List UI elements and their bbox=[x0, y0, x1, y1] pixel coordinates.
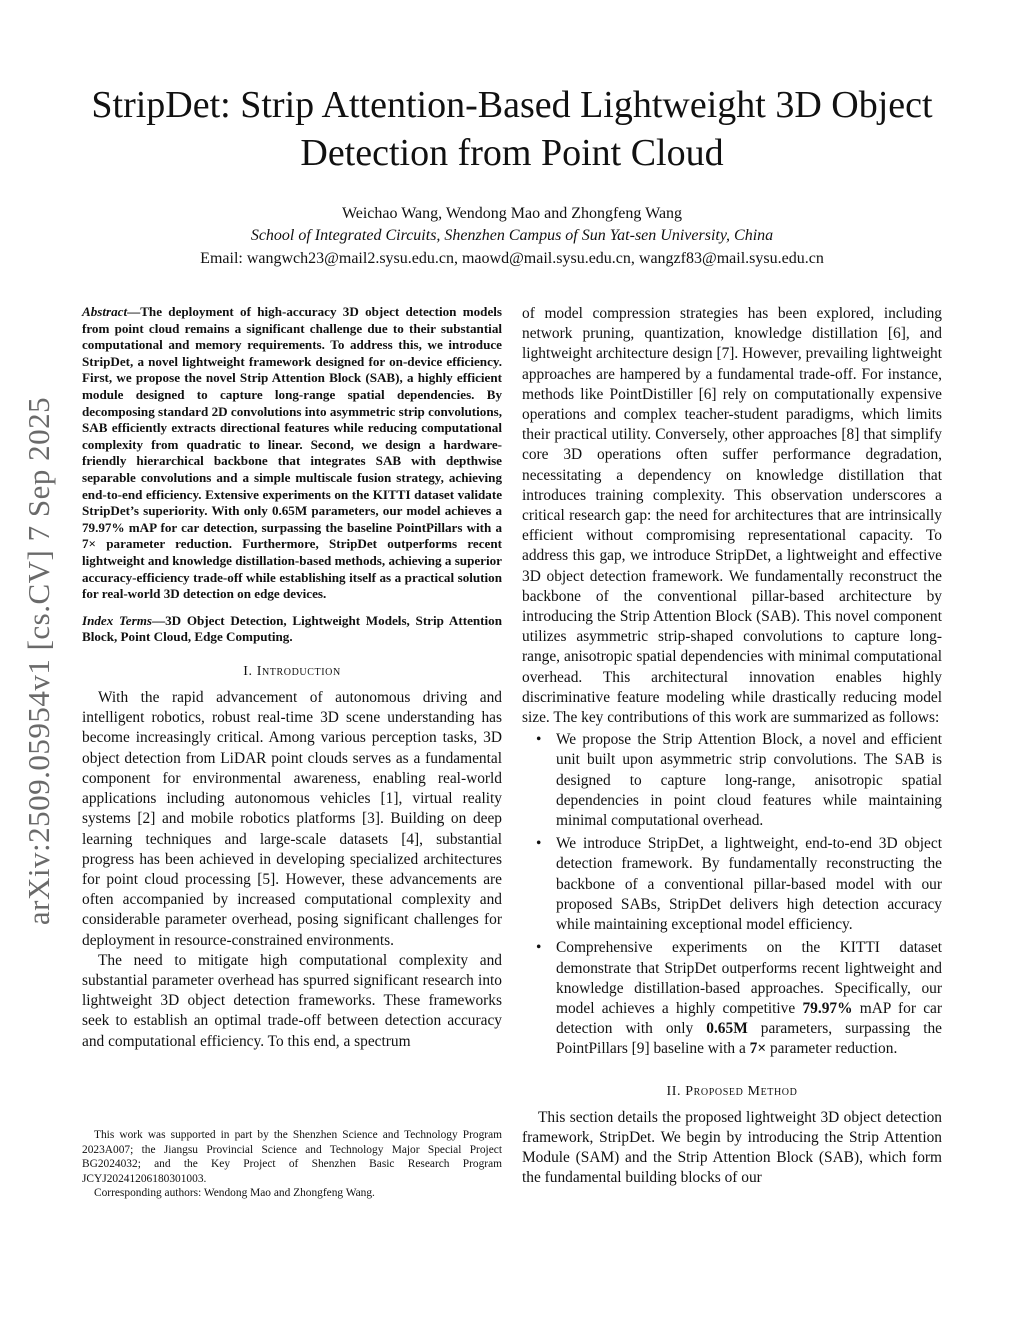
arxiv-identifier-text: arXiv:2509.05954v1 [cs.CV] 7 Sep 2025 bbox=[21, 396, 57, 926]
bullet-icon: • bbox=[536, 939, 542, 957]
author-block bbox=[80, 203, 944, 270]
author-affiliation: School of Integrated Circuits, Shenzhen Campus of Sun Yat-sen University, China bbox=[250, 227, 774, 245]
parameter-count: 0.65M bbox=[706, 1020, 748, 1038]
intro-paragraph-1: With the rapid advancement of autonomous driving and intelligent robotics, robust real-time 3D scene understanding has become increasingly critical. Among various perception tasks, 3D object detection from LiDAR point clouds serves as a fundamental component for environmental awareness, enabling real-world applications including autonomous vehicles [1], virtual reality systems [2] and mobile robotics platforms [3]. Building on deep learning techniques and large-scale datasets [4], substantial progress has been achieved in developing specialized architectures for point cloud processing [5]. However, these advancements are often accompanied by increased computational complexity and considerable parameter overhead, posing significant challenges for deployment in resource-constrained environments. bbox=[82, 689, 502, 949]
bullet-icon: • bbox=[536, 731, 542, 749]
contribution-text: Comprehensive experiments on the KITTI dataset demonstrate that StripDet outperforms recent lightweight and knowledge distillation-based approaches. Specifically, our model achieves a highly competitive bbox=[556, 939, 942, 1017]
author-names: Weichao Wang, Wendong Mao and Zhongfeng Wang bbox=[341, 205, 683, 222]
contribution-text: We propose the Strip Attention Block, a novel and efficient unit built upon asymmetric strip convolutions. The SAB is designed to capture long-range, anisotropic spatial dependencies in point cloud features while maintaining minimal computational overhead. bbox=[556, 731, 942, 830]
section-heading-introduction bbox=[82, 662, 502, 682]
arxiv-identifier-stamp bbox=[14, 378, 64, 944]
bullet-icon: • bbox=[536, 835, 542, 853]
map-value: 79.97% bbox=[802, 999, 853, 1017]
index-terms-text: —3D Object Detection, Lightweight Models, Strip Attention Block, Point Cloud, Edge Computing. bbox=[82, 612, 503, 645]
contribution-text: parameter reduction. bbox=[766, 1040, 898, 1058]
paper-title: StripDet: Strip Attention-Based Lightweight 3D Object Detection from Point Cloud bbox=[91, 84, 933, 174]
section-heading-proposed-method bbox=[522, 1082, 942, 1102]
paper-header bbox=[80, 82, 944, 178]
contribution-text: We introduce StripDet, a lightweight, end-to-end 3D object detection framework. By fundamentally reconstructing the backbone of a conventional pillar-based model with our proposed SABs, StripDet delivers high detection accuracy while maintaining exceptional model efficiency. bbox=[556, 835, 942, 934]
abstract bbox=[82, 304, 502, 603]
index-terms-label: Index Terms bbox=[82, 612, 152, 628]
contribution-text: mAP for car detection with only bbox=[556, 999, 942, 1038]
reduction-factor: 7× bbox=[749, 1040, 767, 1058]
intro-paragraph-2: The need to mitigate high computational complexity and substantial parameter overhead has spurred significant research into lightweight 3D object detection frameworks. These frameworks seek to establish an optimal trade-off between detection accuracy and computational efficiency. To this end, a spectrum bbox=[82, 951, 502, 1050]
abstract-text: —The deployment of high-accuracy 3D object detection models from point cloud remains a significant challenge due to their substantial computational and memory requirements. To address this, we introduce StripDet, a novel lightweight framework designed for on-device efficiency. First, we propose the novel Strip Attention Block (SAB), a highly efficient module designed to capture long-range spatial dependencies. By decomposing standard 2D convolutions into asymmetric strip convolutions, SAB efficiently extracts directional features while reducing computational complexity from quadratic to linear. Second, we design a hardware-friendly hierarchical backbone that integrates SAB with depthwise separable convolutions and a simple multiscale fusion strategy, achieving end-to-end efficiency. Extensive experiments on the KITTI dataset validate StripDet’s superiority. With only 0.65M parameters, our model achieves a 79.97% mAP for car detection, surpassing the baseline PointPillars with a 7× parameter reduction. Furthermore, StripDet outperforms recent lightweight and knowledge distillation-based methods, achieving a superior accuracy-efficiency trade-off while establishing itself as a practical solution for real-world 3D detection on edge devices. bbox=[82, 304, 502, 602]
author-emails: Email: wangwch23@mail2.sysu.edu.cn, maowd@mail.sysu.edu.cn, wangzf83@mail.sysu.edu.cn bbox=[200, 249, 824, 267]
index-terms bbox=[82, 613, 502, 646]
abstract-label: Abstract bbox=[82, 304, 128, 319]
method-paragraph-1: This section details the proposed lightweight 3D object detection framework, StripDet. We begin by introducing the Strip Attention Module (SAM) and the Strip Attention Block (SAB), which form the fundamental building blocks of our bbox=[522, 1108, 942, 1187]
contribution-item bbox=[536, 938, 942, 1059]
contribution-item bbox=[536, 834, 942, 935]
funding-footnote: This work was supported in part by the Shenzhen Science and Technology Program 2023A007; the Jiangsu Provincial Science and Technology Major Special Project BG2024032; and the Key Project of Shenzhen Basic Research Program JCYJ20241206180301003. bbox=[82, 1129, 502, 1185]
section-numeral: II. bbox=[666, 1083, 686, 1099]
contribution-text: parameters, surpassing the PointPillars [9] baseline with a bbox=[556, 1020, 942, 1058]
contribution-item bbox=[536, 730, 942, 831]
right-column bbox=[522, 304, 942, 1189]
footnotes bbox=[82, 1128, 502, 1201]
intro-paragraph-2-continued: of model compression strategies has been explored, including network pruning, quantization, knowledge distillation [6], and lightweight architecture design [7]. However, prevailing lightweight approaches are hampered by a fundamental trade-off. For instance, methods like PointDistiller [6] rely on computationally expensive operations and complex teacher-student paradigms, which limits their practical utility. Conversely, other approaches [8] that simplify core 3D operations often suffer performance degradation, necessitating a dependency on knowledge distillation that introduces training complexity. This observation underscores a critical research gap: the need for architectures that are intrinsically efficient without compromising representational capacity. To address this gap, we introduce StripDet, a lightweight and effective 3D object detection framework. We fundamentally reconstruct the backbone of the conventional pillar-based architecture by introducing the Strip Attention Block (SAB). This novel component utilizes asymmetric strip-shaped convolutions to capture long-range, anisotropic spatial dependencies with minimal computational overhead. This architectural innovation enables highly discriminative feature modeling while drastically reducing model size. The key contributions of this work are summarized as follows: bbox=[522, 305, 942, 727]
corresponding-footnote: Corresponding authors: Wendong Mao and Zhongfeng Wang. bbox=[94, 1187, 375, 1200]
section-name: Introduction bbox=[256, 663, 341, 679]
section-numeral: I. bbox=[243, 663, 257, 679]
section-name: Proposed Method bbox=[685, 1083, 798, 1099]
contributions-list bbox=[522, 730, 942, 1059]
left-column bbox=[82, 304, 502, 1052]
